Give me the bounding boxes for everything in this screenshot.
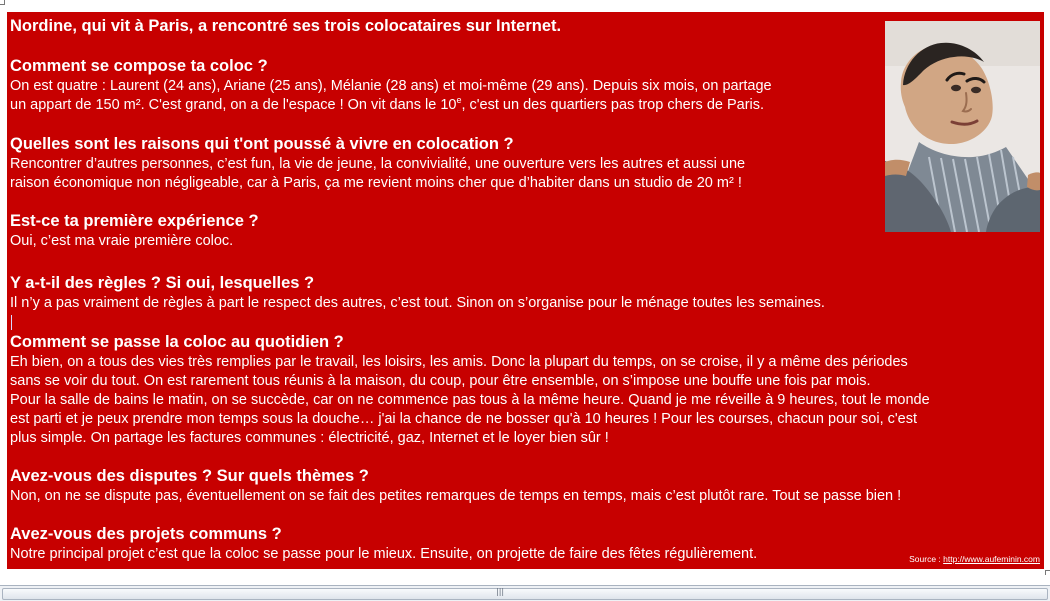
text-cursor [11,315,12,330]
section-rules [10,273,1030,330]
question-projects: Avez-vous des projets communs ? [10,525,282,543]
question-first-experience: Est-ce ta première expérience ? [10,212,259,230]
section-composition [10,56,1030,115]
hand-left [885,160,910,176]
answer-line: Non, on ne se dispute pas, éventuellement on se fait des petites remarques de temps en temps, mais c’est plutôt rare. Tout se passe bien ! [10,488,902,504]
article-content [10,14,1030,564]
section-daily-life [10,332,1030,448]
answer-line: raison économique non négligeable, car à Paris, ça me revient moins cher que d’habiter dans un studio de 20 m² ! [10,175,742,191]
question-reasons: Quelles sont les raisons qui t'ont poussé à vivre en colocation ? [10,135,514,153]
right-eye [971,87,981,93]
section-first-experience [10,211,1030,251]
answer-line: Eh bien, on a tous des vies très remplies par le travail, les loisirs, les amis. Donc la plupart du temps, on se croise, il y a même des périodes [10,354,908,370]
article-panel [7,12,1044,569]
answer-line: Rencontrer d’autres personnes, c’est fun, la vie de jeune, la convivialité, une ouverture vers les autres et aussi une [10,156,746,172]
portrait-photo [885,21,1040,232]
source-credit [909,554,1040,564]
source-label: Source : [909,554,941,564]
question-daily-life: Comment se passe la coloc au quotidien ? [10,333,344,351]
scrollbar-grip-icon: ||| [496,587,505,596]
answer-line: est parti et je peux prendre mon temps sous la douche… j'ai la chance de ne bosser qu'à 10 heures ! Pour les courses, chacun pour soi, c'est [10,411,918,427]
intro-heading: Nordine, qui vit à Paris, a rencontré ses trois colocataires sur Internet. [10,17,562,35]
answer-line [10,96,1030,115]
left-eye [951,85,961,91]
answer-line: plus simple. On partage les factures communes : électricité, gaz, Internet et le loyer bien sûr ! [10,430,609,446]
section-disputes [10,466,1030,506]
page-corner-mark [0,0,5,5]
horizontal-scrollbar[interactable] [0,585,1050,601]
source-link[interactable]: http://www.aufeminin.com [943,554,1040,564]
question-composition: Comment se compose ta coloc ? [10,57,268,75]
superscript-e: e [456,95,462,106]
question-rules: Y a-t-il des règles ? Si oui, lesquelles ? [10,274,315,292]
portrait-illustration [885,21,1040,232]
question-disputes: Avez-vous des disputes ? Sur quels thèmes ? [10,467,369,485]
answer-line: Oui, c’est ma vraie première coloc. [10,233,234,249]
answer-line: Il n’y a pas vraiment de règles à part le respect des autres, c’est tout. Sinon on s’organise pour le ménage toutes les semaines. [10,295,825,311]
page-corner-mark-right [1045,570,1050,575]
answer-line: Notre principal projet c’est que la coloc se passe pour le mieux. Ensuite, on projette de faire des fêtes régulièrement. [10,546,758,562]
answer-text: , c'est un des quartiers pas trop chers de Paris. [461,97,765,113]
section-reasons [10,134,1030,193]
answer-line: On est quatre : Laurent (24 ans), Ariane (25 ans), Mélanie (28 ans) et moi-même (29 ans). Depuis six mois, on partage [10,78,772,94]
answer-line: Pour la salle de bains le matin, on se succède, car on ne commence pas tous à la même heure. Quand je me réveille à 9 heures, tout le monde [10,392,930,408]
hand-right [1027,172,1040,190]
answer-text: un appart de 150 m². C'est grand, on a de l'espace ! On vit dans le 10 [10,97,457,113]
answer-line: sans se voir du tout. On est rarement tous réunis à la maison, du coup, pour être ensemble, on s’impose une bouffe une fois par mois. [10,373,871,389]
section-projects [10,524,1030,564]
scrollbar-thumb[interactable] [2,588,1048,600]
